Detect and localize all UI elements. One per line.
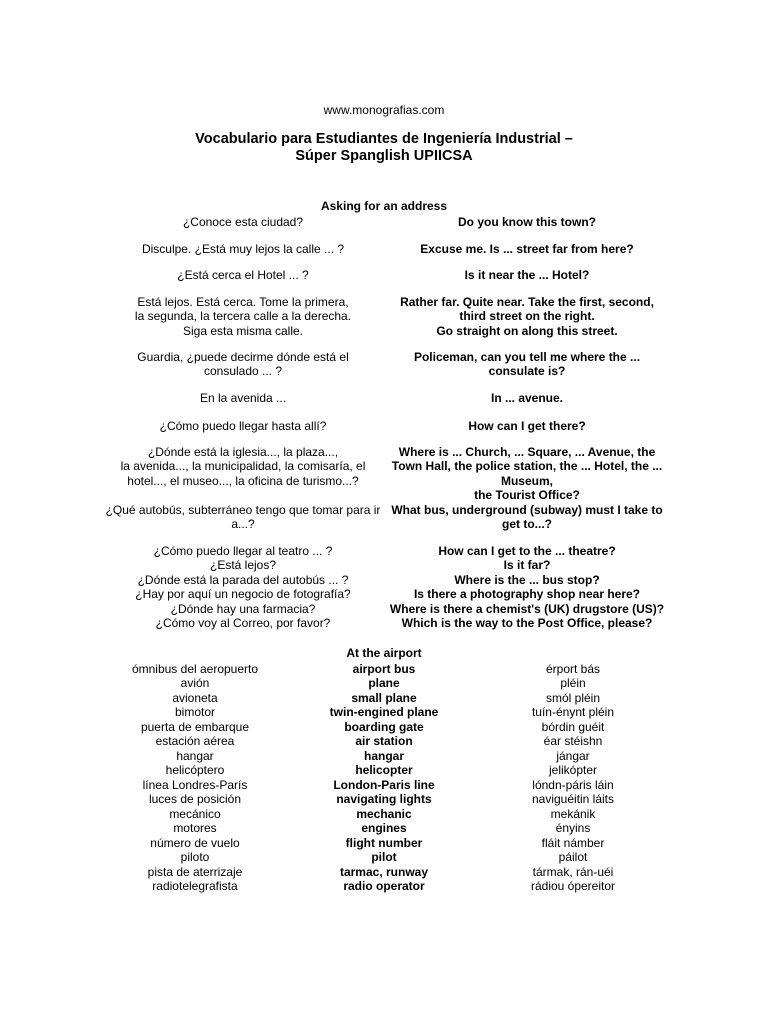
vocab-spanish: motores — [173, 821, 217, 836]
spanish-phrase-line: ¿Cómo puedo llegar al teatro ... ? — [153, 544, 333, 558]
vocab-english: small plane — [351, 690, 417, 705]
vocab-row — [0, 720, 768, 735]
english-phrase-line: Where is there a chemist's (UK) drugstore (US)? — [389, 601, 665, 616]
english-phrase — [382, 544, 672, 630]
vocab-pronunciation: érport bás — [545, 662, 601, 676]
english-phrase-line: Museum, — [500, 473, 553, 488]
english-phrase-line: Is it near the ... Hotel? — [464, 268, 590, 282]
vocab-pronunciation: jángar — [556, 748, 590, 763]
vocab-row — [0, 662, 768, 677]
english-phrase-line: Excuse me. Is ... street far from here? — [420, 242, 634, 256]
vocab-spanish: ómnibus del aeropuerto — [131, 662, 259, 676]
vocab-pronunciation: ényins — [555, 821, 591, 836]
spanish-phrase-line: Está lejos. Está cerca. Tome la primera, — [137, 295, 349, 309]
vocab-english: navigating lights — [336, 792, 432, 807]
vocab-english: engines — [361, 821, 407, 836]
spanish-phrase-line: la segunda, la tercera calle a la derecha. — [134, 309, 352, 324]
spanish-phrase — [98, 215, 388, 229]
spanish-phrase-line: Disculpe. ¿Está muy lejos la calle ... ? — [141, 242, 345, 256]
vocab-english: mechanic — [356, 806, 412, 821]
spanish-phrase-line: ¿Está lejos? — [209, 558, 277, 573]
spanish-phrase-line: ¿Cómo voy al Correo, por favor? — [155, 616, 331, 631]
vocab-english: twin-engined plane — [329, 705, 439, 720]
vocab-spanish: luces de posición — [148, 792, 242, 807]
site-url: www.monografias.com — [323, 103, 445, 117]
english-phrase-line: get to...? — [502, 517, 552, 532]
english-phrase — [382, 295, 672, 338]
vocab-english: air station — [355, 734, 413, 749]
english-phrase-line: In ... avenue. — [490, 391, 564, 405]
english-phrase-line: consulate is? — [488, 364, 566, 379]
spanish-phrase-line: la avenida..., la municipalidad, la comisaría, el — [120, 459, 366, 474]
english-phrase — [382, 242, 672, 256]
english-phrase-line: third street on the right. — [459, 309, 595, 324]
spanish-phrase-line: Siga esta misma calle. — [182, 323, 304, 338]
english-phrase — [382, 350, 672, 379]
vocab-pronunciation: tuín-énynt pléin — [531, 705, 615, 720]
english-phrase — [382, 268, 672, 282]
vocab-pronunciation: pléin — [560, 676, 586, 691]
vocab-row — [0, 691, 768, 706]
spanish-phrase — [98, 268, 388, 282]
vocab-row — [0, 705, 768, 720]
vocab-english: flight number — [345, 835, 423, 850]
english-phrase-line: Where is ... Church, ... Square, ... Avenue, the — [398, 445, 656, 459]
vocab-row — [0, 734, 768, 749]
vocab-spanish: mecánico — [169, 806, 221, 821]
english-phrase-line: Rather far. Quite near. Take the first, second, — [400, 295, 654, 309]
vocab-row — [0, 676, 768, 691]
vocab-pronunciation: rádiou ópereitor — [530, 879, 616, 894]
vocab-pronunciation: fláit námber — [541, 835, 605, 850]
spanish-phrase — [98, 295, 388, 338]
vocab-row — [0, 850, 768, 865]
spanish-phrase-line: hotel..., el museo..., la oficina de turismo...? — [127, 473, 359, 488]
vocab-spanish: pista de aterrizaje — [147, 864, 243, 879]
english-phrase-line: Where is the ... bus stop? — [454, 572, 600, 587]
airport-section-heading: At the airport — [346, 646, 422, 660]
vocab-english: tarmac, runway — [339, 864, 429, 879]
vocab-pronunciation: smól pléin — [545, 690, 601, 705]
spanish-phrase-line: ¿Dónde hay una farmacia? — [170, 601, 316, 616]
vocab-spanish: avión — [180, 676, 210, 691]
vocab-pronunciation: éar stéishn — [543, 734, 603, 749]
vocab-row — [0, 879, 768, 894]
english-phrase-line: How can I get there? — [468, 419, 586, 433]
vocab-english: pilot — [371, 850, 397, 865]
english-phrase-line: Policeman, can you tell me where the ... — [413, 350, 641, 364]
vocab-pronunciation: páilot — [558, 850, 588, 865]
spanish-phrase-line: Guardia, ¿puede decirme dónde está el — [137, 350, 349, 364]
vocab-row — [0, 807, 768, 822]
vocab-english: plane — [368, 676, 400, 691]
english-phrase — [382, 391, 672, 405]
english-phrase-line: Town Hall, the police station, the ... Hotel, the ... — [391, 459, 663, 474]
english-phrase-line: the Tourist Office? — [474, 488, 580, 503]
spanish-phrase-line: ¿Está cerca el Hotel ... ? — [177, 268, 309, 282]
spanish-phrase-line: a...? — [231, 517, 255, 532]
spanish-phrase-line: ¿Dónde está la iglesia..., la plaza..., — [147, 445, 339, 459]
spanish-phrase — [98, 391, 388, 405]
vocab-row — [0, 865, 768, 880]
vocab-spanish: piloto — [180, 850, 210, 865]
vocab-pronunciation: tármak, rán-uéi — [532, 864, 614, 879]
vocab-pronunciation: bórdin guéit — [541, 719, 605, 734]
english-phrase — [382, 503, 672, 532]
spanish-phrase — [98, 445, 388, 488]
spanish-phrase-line: ¿Dónde está la parada del autobús ... ? — [137, 572, 349, 587]
address-section-heading: Asking for an address — [320, 199, 448, 213]
vocab-spanish: estación aérea — [155, 734, 235, 749]
spanish-phrase-line: ¿Hay por aquí un negocio de fotografía? — [135, 587, 351, 602]
spanish-phrase — [98, 242, 388, 256]
vocab-pronunciation: jelikópter — [548, 763, 598, 778]
spanish-phrase — [98, 503, 388, 532]
vocab-row — [0, 821, 768, 836]
english-phrase — [382, 215, 672, 229]
spanish-phrase-line: ¿Cómo puedo llegar hasta allí? — [159, 419, 327, 433]
vocab-spanish: radiotelegrafista — [152, 879, 238, 894]
english-phrase — [382, 445, 672, 503]
spanish-phrase-line: ¿Conoce esta ciudad? — [182, 215, 304, 229]
spanish-phrase — [98, 419, 388, 433]
vocab-spanish: línea Londres-París — [142, 777, 248, 792]
vocab-spanish: helicóptero — [165, 763, 225, 778]
title-line-2: Súper Spanglish UPIICSA — [295, 148, 473, 164]
vocab-row — [0, 763, 768, 778]
spanish-phrase — [98, 350, 388, 379]
vocab-english: hangar — [363, 748, 404, 763]
english-phrase-line: Do you know this town? — [458, 215, 596, 229]
vocab-english: airport bus — [352, 662, 416, 676]
spanish-phrase-line: ¿Qué autobús, subterráneo tengo que tomar para ir — [105, 503, 381, 517]
vocab-spanish: número de vuelo — [150, 835, 240, 850]
english-phrase-line: Is there a photography shop near here? — [413, 587, 641, 602]
vocab-english: boarding gate — [344, 719, 424, 734]
page-title — [0, 131, 768, 165]
vocab-row — [0, 778, 768, 793]
english-phrase-line: Is it far? — [503, 558, 551, 573]
english-phrase-line: Go straight on along this street. — [436, 323, 618, 338]
vocab-pronunciation: naviguéitin láits — [531, 792, 615, 807]
vocab-spanish: bimotor — [174, 705, 215, 720]
vocab-english: radio operator — [343, 879, 425, 894]
vocab-pronunciation: lóndn-páris láin — [532, 777, 614, 792]
title-line-1: Vocabulario para Estudiantes de Ingeniería Industrial – — [195, 131, 573, 147]
english-phrase-line: Which is the way to the Post Office, please? — [401, 616, 653, 631]
spanish-phrase — [98, 544, 388, 630]
spanish-phrase-line: En la avenida ... — [199, 391, 287, 405]
vocab-spanish: avioneta — [172, 690, 218, 705]
english-phrase-line: How can I get to the ... theatre? — [438, 544, 616, 558]
spanish-phrase-line: consulado ... ? — [203, 364, 283, 379]
vocab-spanish: puerta de embarque — [140, 719, 250, 734]
vocab-english: helicopter — [355, 763, 413, 778]
vocab-row — [0, 836, 768, 851]
vocab-row — [0, 792, 768, 807]
english-phrase-line: What bus, underground (subway) must I take to — [391, 503, 663, 517]
english-phrase — [382, 419, 672, 433]
vocab-pronunciation: mekánik — [550, 806, 596, 821]
vocab-english: London-Paris line — [333, 777, 435, 792]
vocab-spanish: hangar — [176, 748, 214, 763]
vocab-row — [0, 749, 768, 764]
